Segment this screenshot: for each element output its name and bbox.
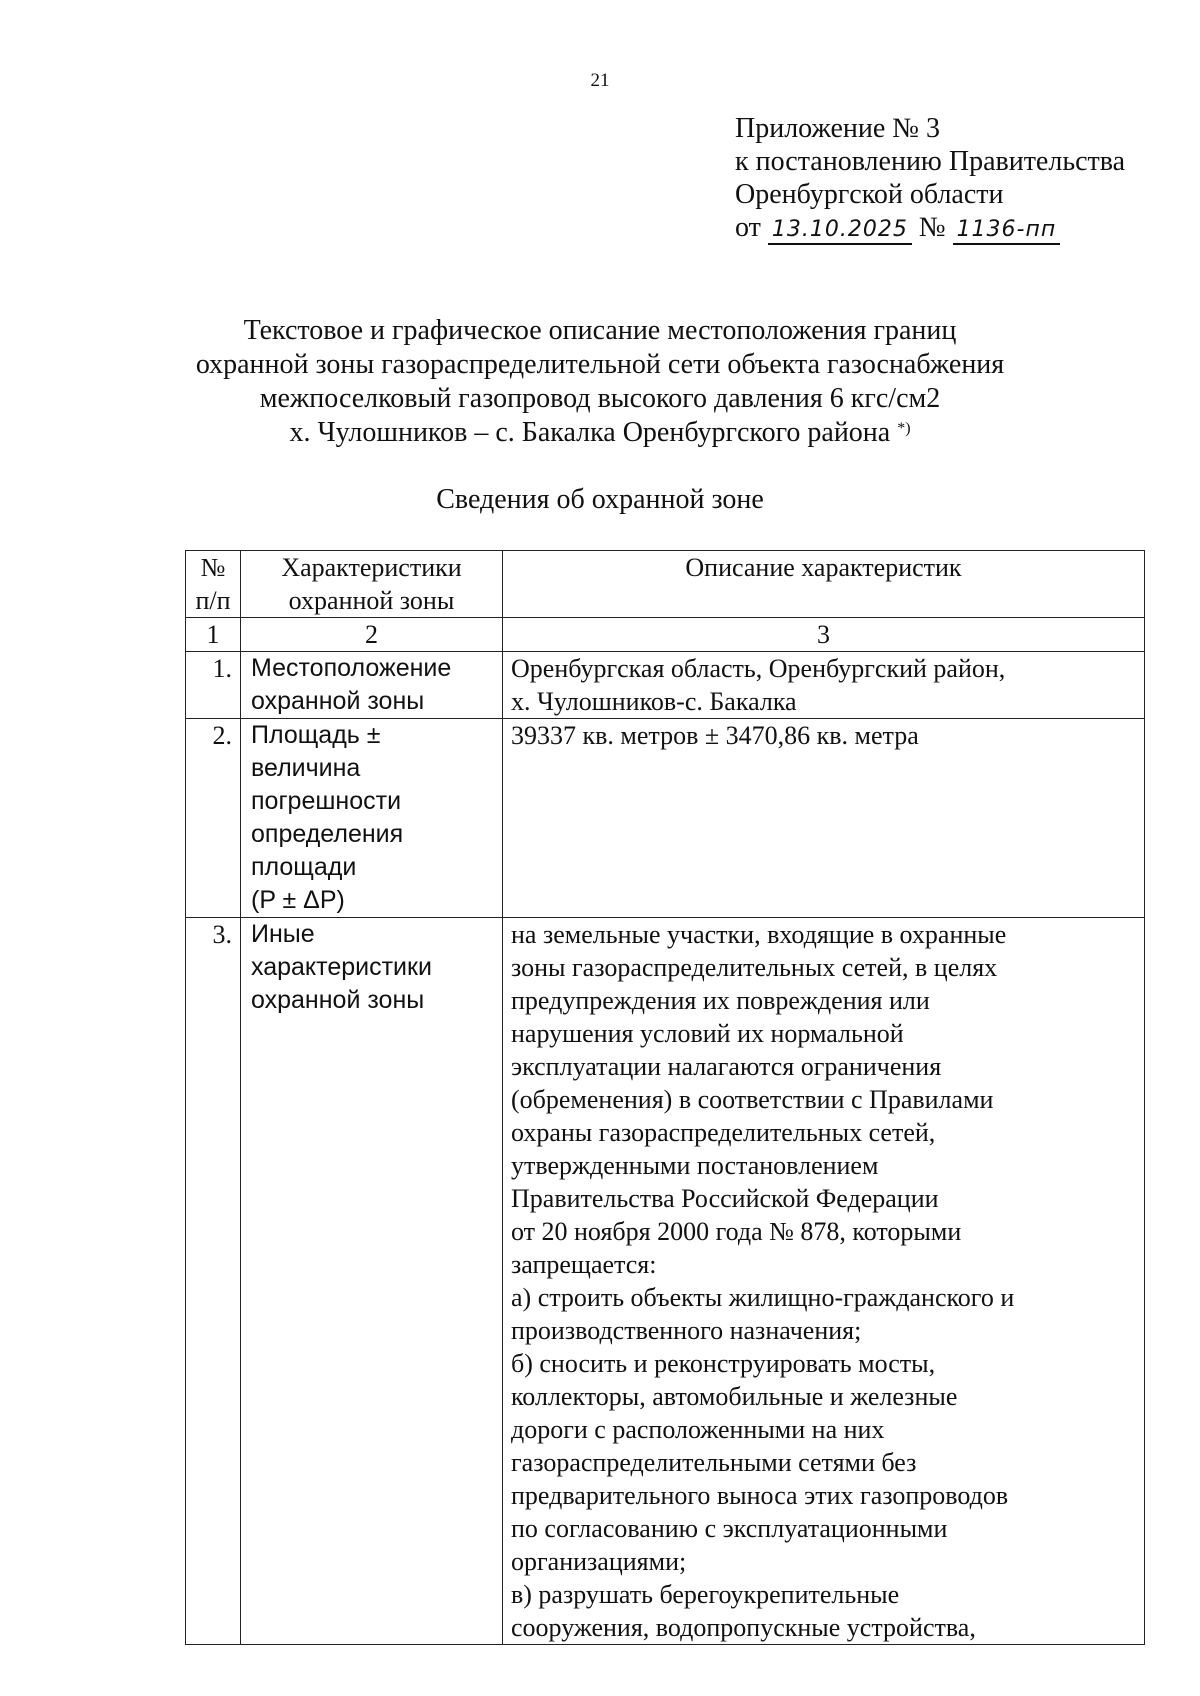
desc-line: предварительного выноса этих газопроводов [511,1481,1009,1510]
desc-line: (обременения) в соответствии с Правилами [511,1085,994,1114]
char-line: Местоположение [251,654,452,682]
header-char-line-2: охранной зоны [288,586,455,615]
desc-line: газораспределительными сетями без [511,1448,917,1477]
header-num [186,551,241,618]
row-characteristic [241,719,503,918]
handwritten-number: 1136-пп [953,217,1061,245]
row-characteristic [241,652,503,719]
desc-line: от 20 ноября 2000 года № 878, которыми [511,1217,962,1246]
appendix-resolution-line: к постановлению Правительства [735,146,1126,177]
desc-line: охраны газораспределительных сетей, [511,1118,936,1147]
desc-line: предупреждения их повреждения или [511,986,930,1015]
appendix-header [735,112,1125,245]
char-line: погрешности [251,787,402,815]
desc-line: на земельные участки, входящие в охранные [511,920,1007,949]
desc-line: организациями; [511,1547,687,1576]
char-line: Иные характеристики [251,920,432,981]
appendix-region-line: Оренбургской области [735,179,1004,210]
desc-line: Правительства Российской Федерации [511,1184,939,1213]
desc-line: эксплуатации налагаются ограничения [511,1052,942,1081]
row-number: 1. [186,652,241,719]
desc-line: нарушения условий их нормальной [511,1019,904,1048]
title-line-3: межпоселковый газопровод высокого давления 6 кгс/см2 [259,383,941,414]
index-cell-1: 1 [186,618,241,652]
char-line: Площадь ± величина [251,721,381,782]
desc-line: запрещается: [511,1250,657,1279]
desc-line: коллекторы, автомобильные и железные [511,1382,958,1411]
table-header-row [186,551,1145,618]
desc-line: х. Чулошников-с. Бакалка [511,687,797,716]
row-number: 2. [186,719,241,918]
header-characteristics [241,551,503,618]
page-number: 21 [590,70,610,91]
document-title [0,314,1200,450]
row-description [503,918,1145,1645]
protection-zone-table [185,550,1145,1645]
desc-line: производственного назначения; [511,1316,862,1345]
number-prefix: № [918,212,946,243]
header-description [503,551,1145,618]
row-description [503,719,1145,918]
header-char-line-1: Характеристики [281,553,462,582]
row-number: 3. [186,918,241,1645]
header-desc-line: Описание характеристик [685,553,962,582]
handwritten-date: 13.10.2025 [768,217,912,245]
table-row-other [186,918,1145,1645]
desc-line: утвержденными постановлением [511,1151,879,1180]
table-index-row [186,618,1145,652]
header-num-line-1: № [200,553,226,582]
desc-line: зоны газораспределительных сетей, в целях [511,953,998,982]
appendix-title: Приложение № 3 [735,113,940,144]
index-cell-2: 2 [241,618,503,652]
date-prefix: от [735,212,761,243]
char-line: (P ± ΔP) [251,886,345,914]
char-line: охранной зоны [251,687,425,715]
desc-line: а) строить объекты жилищно-гражданского и [511,1283,1015,1312]
index-cell-3: 3 [503,618,1145,652]
desc-line: дороги с расположенными на них [511,1415,885,1444]
title-line-4 [0,416,1200,450]
desc-line: Оренбургская область, Оренбургский район, [511,654,1006,683]
row-description [503,652,1145,719]
desc-line: в) разрушать берегоукрепительные [511,1580,900,1609]
header-num-line-2: п/п [195,586,231,615]
row-characteristic [241,918,503,1645]
desc-line: 39337 кв. метров ± 3470,86 кв. метра [511,721,919,750]
char-line: определения площади [251,820,404,881]
table-row-location [186,652,1145,719]
desc-line: сооружения, водопропускные устройства, [511,1613,976,1642]
char-line: охранной зоны [251,986,425,1014]
table-row-area [186,719,1145,918]
title-line-1: Текстовое и графическое описание местоположения границ [243,315,957,346]
appendix-date-number-line [735,211,1125,245]
section-title: Сведения об охранной зоне [436,484,764,515]
desc-line: б) сносить и реконструировать мосты, [511,1349,936,1378]
title-line-4-text: х. Чулошников – с. Бакалка Оренбургского района [289,417,891,448]
title-line-2: охранной зоны газораспределительной сети объекта газоснабжения [195,349,1005,380]
footnote-mark: *) [897,420,911,437]
desc-line: по согласованию с эксплуатационными [511,1514,948,1543]
